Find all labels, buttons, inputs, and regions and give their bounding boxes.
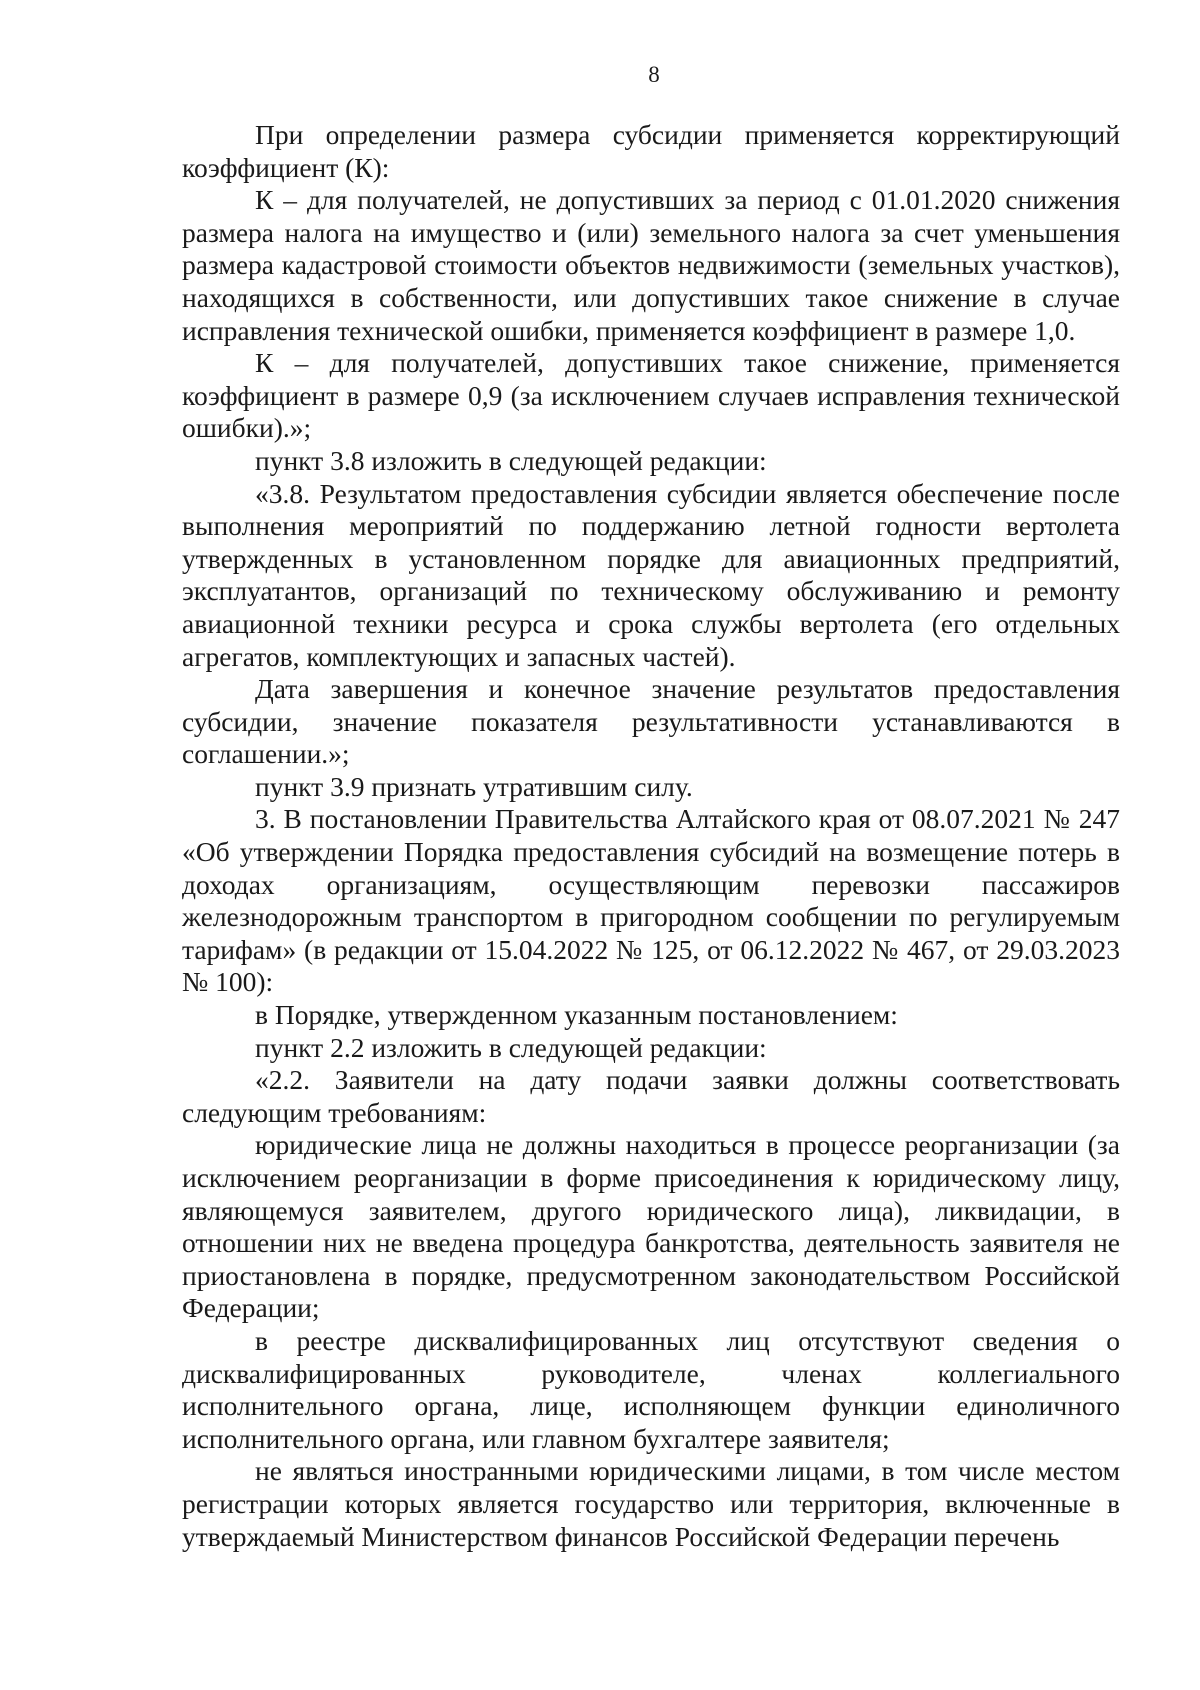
paragraph-item-2-2-intro: пункт 2.2 изложить в следующей редакции: [255,1031,767,1063]
document-body [182,119,1120,1553]
page-number: 8 [648,62,660,87]
paragraph-coefficient-0-9: К – для получателей, допустивших такое снижение, применяется коэффициент в размере 0,9 (за исключением случаев исправления технической ошибки).»; [182,347,1120,444]
paragraph-item-3-8-intro: пункт 3.8 изложить в следующей редакции: [255,444,767,476]
paragraph-correction-coefficient: При определении размера субсидии применяется корректирующий коэффициент (К): [182,119,1120,183]
paragraph-completion-date: Дата завершения и конечное значение результатов предоставления субсидии, значение показателя результативности устанавливаются в соглашении.»; [182,673,1120,770]
paragraph-item-2-2: «2.2. Заявители на дату подачи заявки должны соответствовать следующим требованиям: [182,1064,1120,1128]
paragraph-item-3-8: «3.8. Результатом предоставления субсидии является обеспечение после выполнения мероприятий по поддержанию летной годности вертолета утвержденных в установленном порядке для авиационных предприятий, эксплуатантов, организаций по техническому обслуживанию и ремонту авиационной техники ресурса и срока службы вертолета (его отдельных агрегатов, комплектующих и запасных частей). [182,477,1120,672]
paragraph-procedure: в Порядке, утвержденном указанным постановлением: [255,999,898,1031]
paragraph-foreign-entities: не являться иностранными юридическими лицами, в том числе местом регистрации которых является государство или территория, включенные в утверждаемый Министерством финансов Российской Федерации перечень [182,1455,1120,1552]
paragraph-disqualified-registry: в реестре дисквалифицированных лиц отсутствуют сведения о дисквалифицированных руководителе, членах коллегиального исполнительного органа, лице, исполняющем функции единоличного исполнительного органа, или главном бухгалтере заявителя; [182,1324,1120,1454]
paragraph-item-3-9: пункт 3.9 признать утратившим силу. [255,770,693,802]
paragraph-section-3: 3. В постановлении Правительства Алтайского края от 08.07.2021 № 247 «Об утверждении Порядка предоставления субсидий на возмещение потерь в доходах организациям, осуществляющим перевозки пассажиров железнодорожным транспортом в пригородном сообщении по регулируемым тарифам» (в редакции от 15.04.2022 № 125, от 06.12.2022 № 467, от 29.03.2023 № 100): [182,803,1120,998]
paragraph-coefficient-1-0: К – для получателей, не допустивших за период с 01.01.2020 снижения размера налога на имущество и (или) земельного налога за счет уменьшения размера кадастровой стоимости объектов недвижимости (земельных участков), находящихся в собственности, или допустивших такое снижение в случае исправления технической ошибки, применяется коэффициент в размере 1,0. [182,184,1120,346]
paragraph-legal-entities: юридические лица не должны находиться в процессе реорганизации (за исключением реорганизации в форме присоединения к юридическому лицу, являющемуся заявителем, другого юридического лица), ликвидации, в отношении них не введена процедура банкротства, деятельность заявителя не приостановлена в порядке, предусмотренном законодательством Российской Федерации; [182,1129,1120,1324]
